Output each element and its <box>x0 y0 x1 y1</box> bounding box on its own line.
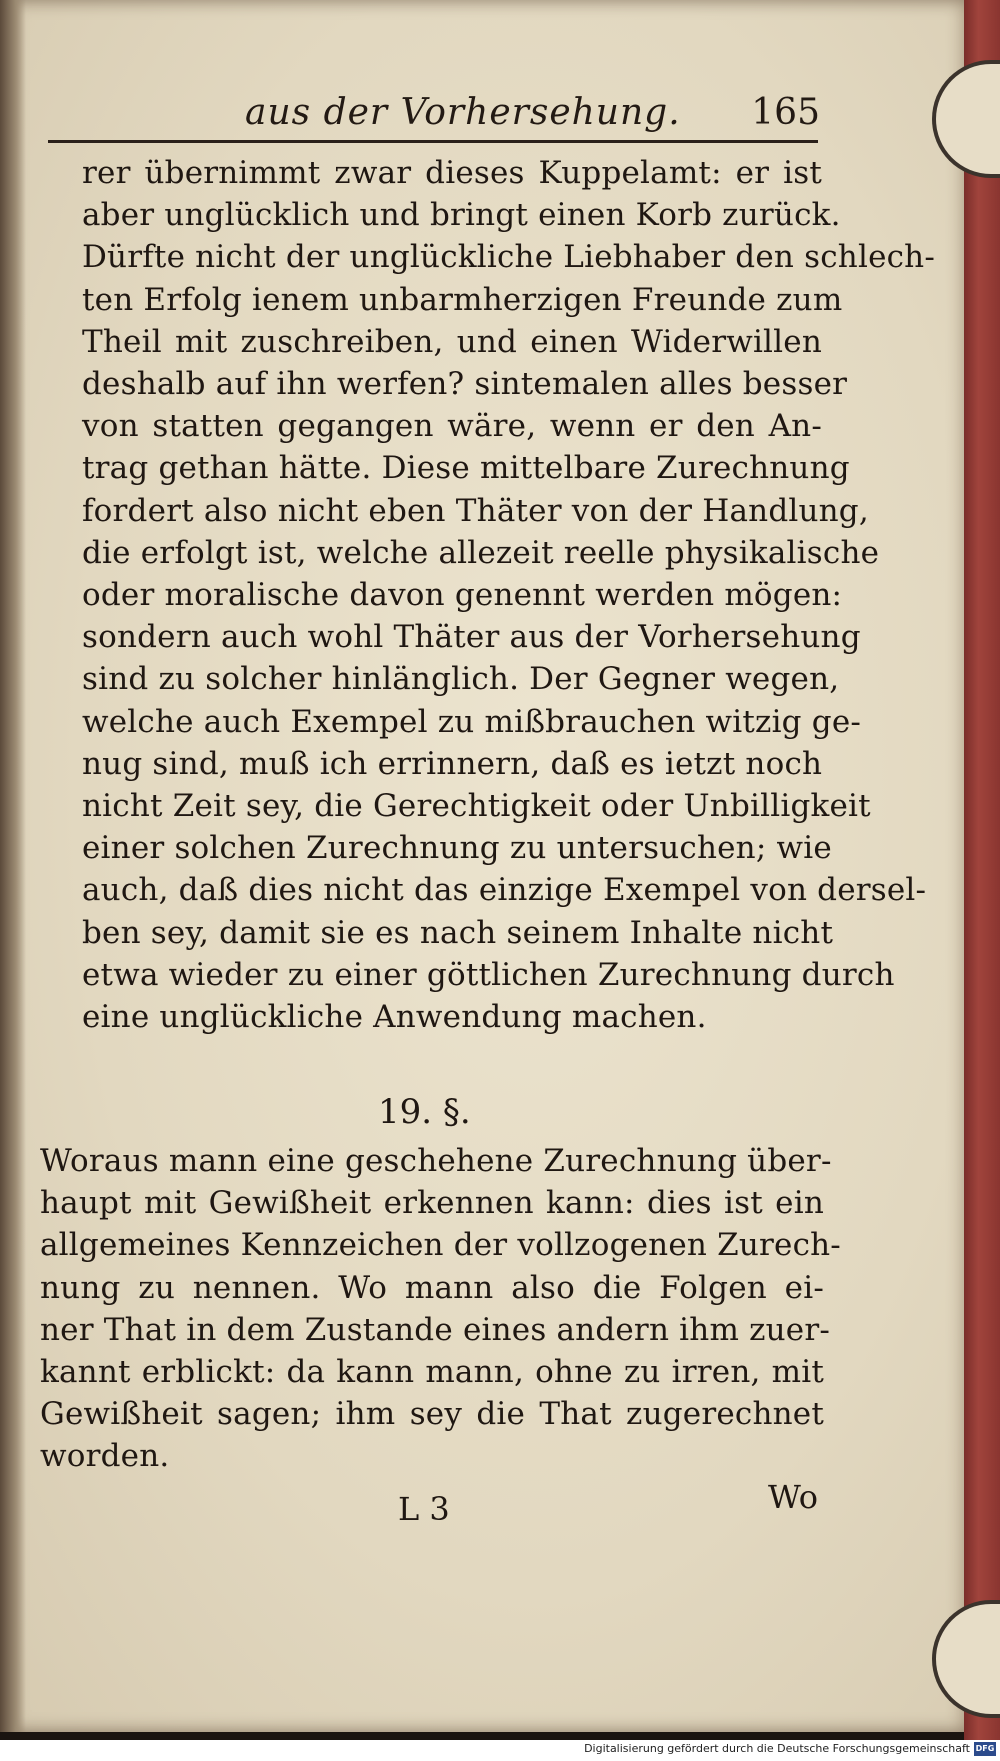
text-line: ben sey, damit sie es nach seinem Inhalte nicht <box>82 914 834 951</box>
catchword: Wo <box>768 1478 818 1516</box>
text-line: sind zu solcher hinlänglich. Der Gegner wegen, <box>82 661 840 698</box>
section-heading: 19. §. <box>378 1092 471 1132</box>
text-line: auch, daß dies nicht das einzige Exempel von dersel- <box>82 872 927 909</box>
text-line: allgemeines Kennzeichen der vollzogenen Zurech- <box>40 1227 841 1264</box>
text-line: ten Erfolg ienem unbarmherzigen Freunde zum <box>82 281 843 318</box>
text-line: Theil mit zuschreiben, und einen Widerwillen <box>82 323 822 360</box>
text-line: nug sind, muß ich errinnern, daß es ietzt noch <box>82 745 823 782</box>
text-line: deshalb auf ihn werfen? sintemalen alles besser <box>82 366 848 403</box>
text-line: welche auch Exempel zu mißbrauchen witzig ge- <box>82 703 862 740</box>
text-line: rer übernimmt zwar dieses Kuppelamt: er ist <box>82 155 822 191</box>
text-line: etwa wieder zu einer göttlichen Zurechnung durch <box>82 956 895 993</box>
text-line: fordert also nicht eben Thäter von der Handlung, <box>82 492 869 529</box>
text-line: Gewißheit sagen; ihm sey die That zugerechnet <box>40 1396 824 1433</box>
gutter-shadow <box>0 0 26 1732</box>
text-line: von statten gegangen wäre, wenn er den An- <box>82 408 822 445</box>
text-line: nicht Zeit sey, die Gerechtigkeit oder Unbilligkeit <box>82 788 871 825</box>
running-head: aus der Vorhersehung. <box>245 92 681 133</box>
book-edge <box>964 0 1000 1740</box>
footer-bar <box>0 1740 1000 1761</box>
text-line: die erfolgt ist, welche allezeit reelle physikalische <box>82 534 880 571</box>
text-line: aber unglücklich und bringt einen Korb zurück. <box>82 197 841 234</box>
text-line: worden. <box>40 1438 170 1475</box>
text-line: kannt erblickt: da kann mann, ohne zu irren, mit <box>40 1354 824 1391</box>
text-line: sondern auch wohl Thäter aus der Vorhersehung <box>82 619 861 656</box>
text-line: eine unglückliche Anwendung machen. <box>82 999 707 1036</box>
text-line: nung zu nennen. Wo mann also die Folgen ei- <box>40 1269 824 1306</box>
text-line: einer solchen Zurechnung zu untersuchen; wie <box>82 830 832 867</box>
page-header <box>50 92 820 142</box>
page-number: 165 <box>751 92 820 133</box>
paragraph-2 <box>40 1140 841 1478</box>
dfg-logo: DFG <box>974 1742 996 1756</box>
header-rule <box>48 140 818 143</box>
text-line: trag gethan hätte. Diese mittelbare Zurechnung <box>82 450 850 487</box>
text-line: ner That in dem Zustande eines andern ihm zuer- <box>40 1311 831 1348</box>
text-line: oder moralische davon genennt werden mögen: <box>82 577 843 614</box>
funding-credit: Digitalisierung gefördert durch die Deutsche Forschungsgemeinschaft <box>584 1742 970 1755</box>
text-line: Woraus mann eine geschehene Zurechnung über- <box>40 1143 832 1179</box>
signature-mark: L 3 <box>398 1490 450 1528</box>
text-line: haupt mit Gewißheit erkennen kann: dies ist ein <box>40 1185 824 1222</box>
text-line: Dürfte nicht der unglückliche Liebhaber den schlech- <box>82 239 936 276</box>
paragraph-1 <box>82 152 936 1038</box>
